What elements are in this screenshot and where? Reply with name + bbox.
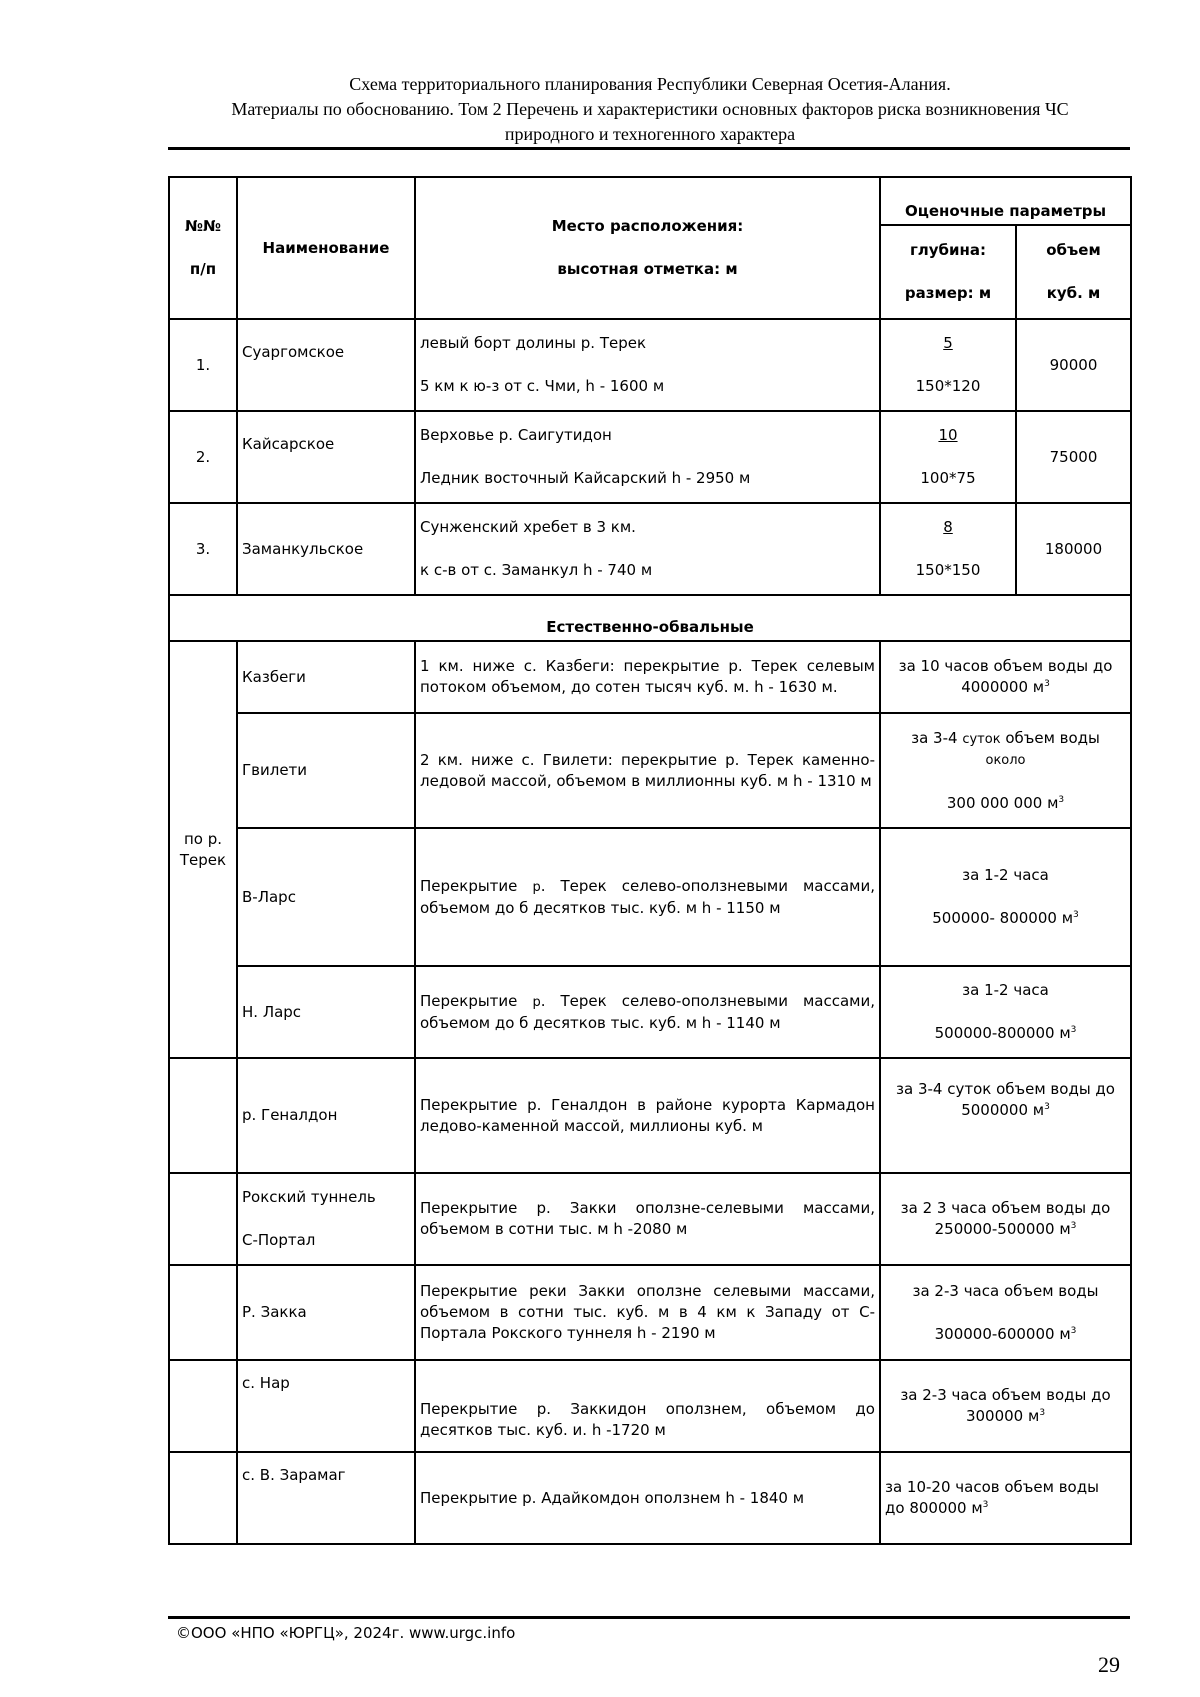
row-num-empty xyxy=(169,1173,237,1265)
row-name: Казбеги xyxy=(237,641,415,713)
row-volume: 75000 xyxy=(1016,411,1131,503)
row-name: Заманкульское xyxy=(237,503,415,595)
document-header xyxy=(170,72,1130,147)
row-num-empty xyxy=(169,1058,237,1173)
head-num: №№ п/п xyxy=(169,177,237,319)
row-depth: 8 150*150 xyxy=(880,503,1016,595)
row-name: р. Геналдон xyxy=(237,1058,415,1173)
row-num-empty xyxy=(169,1452,237,1544)
row-params: за 3-4 суток объем воды около 300 000 000 $м^3$ xyxy=(880,713,1131,828)
header-line-2: Материалы по обоснованию. Том 2 Перечень и характеристики основных факторов риска возникновения ЧС xyxy=(231,99,1069,119)
row-name: Кайсарское xyxy=(237,411,415,503)
table-row xyxy=(169,319,1131,411)
table-row xyxy=(169,1173,1131,1265)
row-location: левый борт долины р. Терек 5 км к ю-з от с. Чми, h - 1600 м xyxy=(415,319,880,411)
table-row xyxy=(169,411,1131,503)
table-row xyxy=(169,503,1131,595)
row-volume: 180000 xyxy=(1016,503,1131,595)
header-line-1: Схема территориального планирования Республики Северная Осетия-Алания. xyxy=(349,74,951,94)
row-location: Перекрытие р. Заккидон оползнем, объемом до десятков тыс. куб. и. h -1720 м xyxy=(415,1360,880,1452)
row-depth: 5 150*120 xyxy=(880,319,1016,411)
footer-copyright: ©ООО «НПО «ЮРГЦ», 2024г. www.urgc.info xyxy=(176,1624,516,1642)
row-params: за 2-3 часа объем воды 300000-600000 $м^3$ xyxy=(880,1265,1131,1360)
row-num: 2. xyxy=(169,411,237,503)
table-row xyxy=(169,1452,1131,1544)
group-label: по р. Терек xyxy=(169,641,237,1058)
head-depth: глубина: размер: м xyxy=(880,225,1016,319)
header-rule xyxy=(168,147,1130,150)
row-volume: 90000 xyxy=(1016,319,1131,411)
head-location: Место расположения: высотная отметка: м xyxy=(415,177,880,319)
table-row xyxy=(169,966,1131,1058)
row-num-empty xyxy=(169,1265,237,1360)
row-name: Рокский туннель С-Портал xyxy=(237,1173,415,1265)
row-params: за 1-2 часа 500000- 800000 $м^3$ xyxy=(880,828,1131,966)
table-row xyxy=(169,1360,1131,1452)
row-location: Перекрытие р. Адайкомдон оползнем h - 1840 м xyxy=(415,1452,880,1544)
row-name: В-Ларс xyxy=(237,828,415,966)
table-row xyxy=(169,1058,1131,1173)
head-volume: объем куб. м xyxy=(1016,225,1131,319)
row-num: 1. xyxy=(169,319,237,411)
row-name: Гвилети xyxy=(237,713,415,828)
row-location: Перекрытие р. Терек селево-оползневыми массами, объемом до б десятков тыс. куб. м h - 1140 м xyxy=(415,966,880,1058)
table-row xyxy=(169,641,1131,713)
table-row xyxy=(169,1265,1131,1360)
row-location: 1 км. ниже с. Казбеги: перекрытие р. Терек селевым потоком объемом, до сотен тысяч куб. м. h - 1630 м. xyxy=(415,641,880,713)
table-row xyxy=(169,828,1131,966)
section-title: Естественно-обвальные xyxy=(169,595,1131,641)
row-location: Верховье р. Саигутидон Ледник восточный Кайсарский h - 2950 м xyxy=(415,411,880,503)
row-params: за 10-20 часов объем воды до 800000 $м^3$ xyxy=(880,1452,1131,1544)
row-name: с. Нар xyxy=(237,1360,415,1452)
hazard-table xyxy=(168,176,1132,1545)
table-row xyxy=(169,713,1131,828)
row-depth: 10 100*75 xyxy=(880,411,1016,503)
row-params: за 2 3 часа объем воды до 250000-500000 $м^3$ xyxy=(880,1173,1131,1265)
row-name: Р. Закка xyxy=(237,1265,415,1360)
row-name: Суаргомское xyxy=(237,319,415,411)
header-line-3: природного и техногенного характера xyxy=(504,124,796,144)
row-params: за 3-4 суток объем воды до 5000000 $м^3$ xyxy=(880,1058,1131,1173)
footer-rule xyxy=(168,1616,1130,1619)
row-num: 3. xyxy=(169,503,237,595)
row-params: за 1-2 часа 500000-800000 $м^3$ xyxy=(880,966,1131,1058)
row-params: за 10 часов объем воды до 4000000 $м^3$ xyxy=(880,641,1131,713)
row-name: с. В. Зарамаг xyxy=(237,1452,415,1544)
row-location: Перекрытие реки Закки оползне селевыми массами, объемом в сотни тыс. куб. м в 4 км к Западу от С-Портала Рокского туннеля h - 2190 м xyxy=(415,1265,880,1360)
row-params: за 2-3 часа объем воды до 300000 $м^3$ xyxy=(880,1360,1131,1452)
head-params: Оценочные параметры xyxy=(880,177,1131,225)
row-location: Перекрытие р. Геналдон в районе курорта Кармадон ледово-каменной массой, миллионы куб. м xyxy=(415,1058,880,1173)
row-location: Сунженский хребет в 3 км. к с-в от с. Заманкул h - 740 м xyxy=(415,503,880,595)
row-name: Н. Ларс xyxy=(237,966,415,1058)
page-number: 29 xyxy=(1098,1652,1120,1677)
row-location: Перекрытие р. Закки оползне-селевыми массами, объемом в сотни тыс. м h -2080 м xyxy=(415,1173,880,1265)
row-num-empty xyxy=(169,1360,237,1452)
row-location: 2 км. ниже с. Гвилети: перекрытие р. Терек каменно-ледовой массой, объемом в миллионны куб. м h - 1310 м xyxy=(415,713,880,828)
section-row xyxy=(169,595,1131,641)
table-head-row xyxy=(169,177,1131,225)
head-name: Наименование xyxy=(237,177,415,319)
row-location: Перекрытие р. Терек селево-оползневыми массами, объемом до б десятков тыс. куб. м h - 1150 м xyxy=(415,828,880,966)
